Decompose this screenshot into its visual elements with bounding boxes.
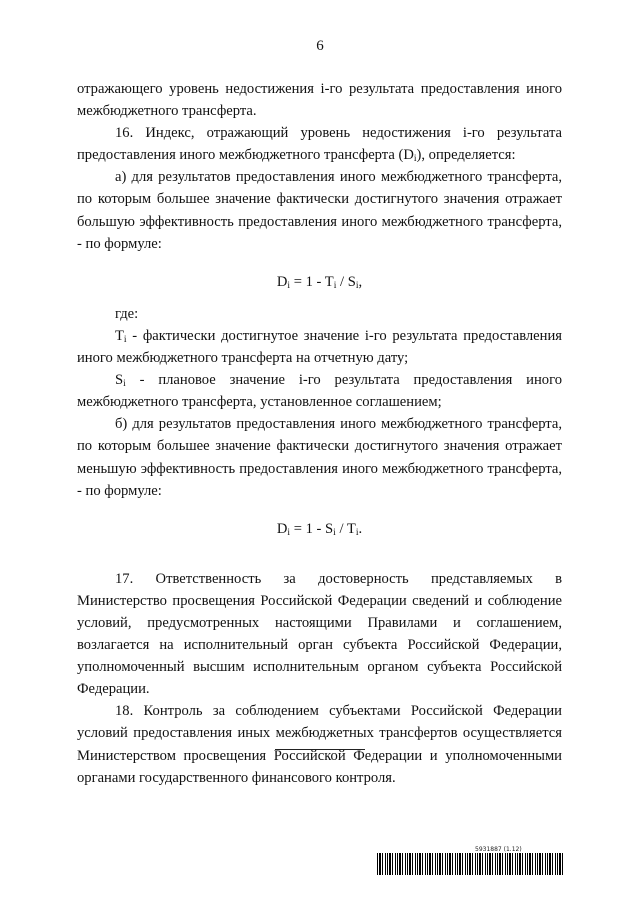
definition-t	[77, 325, 562, 369]
item-a: а) для результатов предоставления иного межбюджетного трансферта, по которым большее значение фактически достигнутого значения отражает большую эффективность предоставления иного межбюджетного трансферта, - по формуле:	[77, 169, 562, 252]
paragraph-18: 18. Контроль за соблюдением субъектами Российской Федерации условий предоставления иных межбюджетных трансфертов осуществляется Министерством просвещения Российской Федерации и уполномоченными органами государственного финансового контроля.	[77, 703, 562, 786]
subscript: i	[413, 154, 417, 165]
page-number: 6	[316, 38, 324, 54]
subscript: i	[123, 379, 126, 390]
subscript: i	[333, 527, 336, 538]
formula-2	[77, 518, 562, 540]
paragraph-16-text: 16. Индекс, отражающий уровень недостижения i-го результата предоставления иного межбюджетного трансферта (D	[77, 125, 562, 164]
paragraph-continuation: отражающего уровень недостижения i-го результата предоставления иного межбюджетного трансферта.	[77, 81, 562, 120]
document-code: 5931887 (1.12)	[475, 846, 522, 853]
symbol-t: T	[115, 327, 124, 344]
formula-1	[77, 271, 562, 293]
barcode	[377, 853, 563, 875]
formula-part: = 1 - S	[290, 520, 334, 537]
formula-part: / T	[335, 520, 356, 537]
subscript: i	[355, 527, 359, 538]
formula-part: / S	[336, 273, 356, 290]
symbol-s: S	[115, 372, 124, 389]
subscript: i	[355, 280, 359, 291]
formula-symbol: D	[276, 273, 288, 290]
subscript: i	[287, 527, 291, 538]
definition-s	[77, 369, 562, 413]
paragraph-17: 17. Ответственность за достоверность представляемых в Министерство просвещения Российской Федерации сведений и соблюдение условий, предусмотренных настоящими Правилами и соглашением, возлагается на исполнительный орган субъекта Российской Федерации, уполномоченный высшим исполнительным органом субъекта Российской Федерации.	[77, 570, 562, 698]
formula-part: = 1 - T	[290, 273, 334, 290]
item-b: б) для результатов предоставления иного межбюджетного трансферта, по которым большее значение фактически достигнутого значения отражает меньшую эффективность предоставления иного межбюджетного трансферта, - по формуле:	[77, 416, 562, 499]
subscript: i	[123, 334, 127, 345]
subscript: i	[333, 280, 337, 291]
formula-symbol: D	[276, 520, 288, 537]
paragraph-16	[77, 122, 562, 166]
formula-end: .	[358, 520, 363, 537]
definition-t-text: - фактически достигнутое значение i-го результата предоставления иного межбюджетного трансферта на отчетную дату;	[77, 327, 562, 367]
document-body	[77, 78, 562, 789]
closing-rule	[275, 749, 365, 750]
definition-s-text: - плановое значение i-го результата предоставления иного межбюджетного трансферта, установленное соглашением;	[77, 372, 562, 411]
paragraph-16-tail: ), определяется:	[416, 147, 516, 164]
where-label: где:	[115, 305, 139, 322]
subscript: i	[287, 280, 291, 291]
formula-end: ,	[358, 273, 363, 290]
